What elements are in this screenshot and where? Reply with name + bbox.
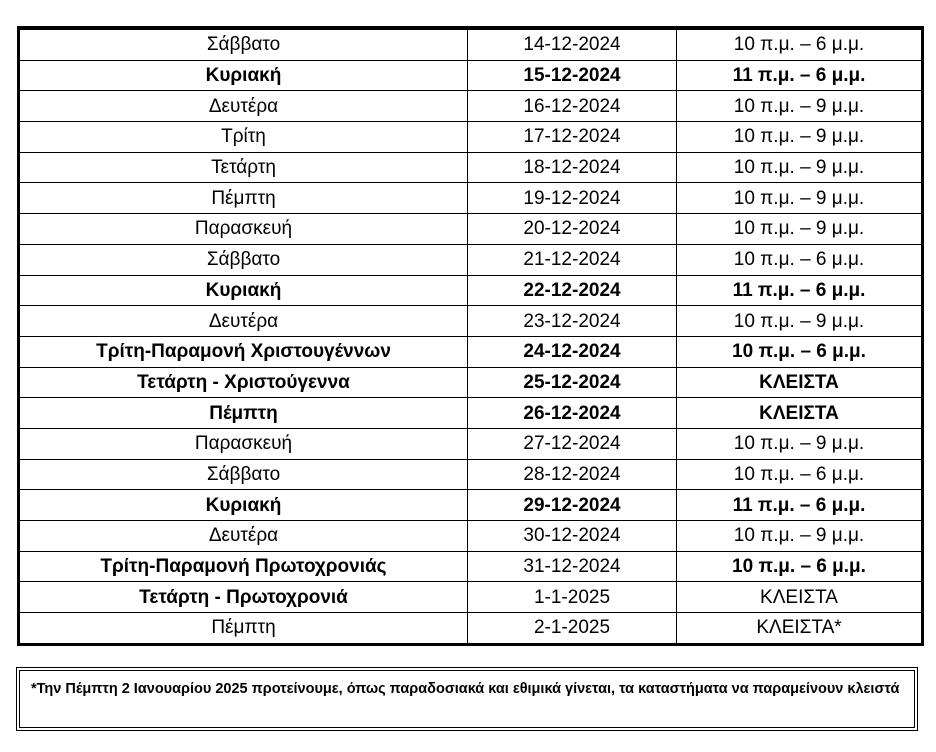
date-cell: 28-12-2024 [468, 459, 677, 490]
date-cell: 15-12-2024 [468, 60, 677, 91]
date-cell: 31-12-2024 [468, 551, 677, 582]
hours-cell: 10 π.μ. – 9 μ.μ. [677, 306, 922, 337]
table-row [20, 122, 922, 153]
footnote-box [19, 670, 915, 728]
hours-cell: 10 π.μ. – 9 μ.μ. [677, 521, 922, 552]
hours-cell: 11 π.μ. – 6 μ.μ. [677, 60, 922, 91]
day-cell: Σάββατο [20, 29, 468, 60]
date-cell: 27-12-2024 [468, 428, 677, 459]
date-cell: 1-1-2025 [468, 582, 677, 613]
day-cell: Κυριακή [20, 60, 468, 91]
table-row [20, 152, 922, 183]
table-row [20, 367, 922, 398]
hours-cell: 10 π.μ. – 9 μ.μ. [677, 122, 922, 153]
date-cell: 17-12-2024 [468, 122, 677, 153]
date-cell: 20-12-2024 [468, 214, 677, 245]
footnote-text: *Την Πέμπτη 2 Ιανουαρίου 2025 προτείνουμε, όπως παραδοσιακά και εθιμικά γίνεται, τα καταστήματα να παραμείνουν κλειστά [31, 681, 900, 697]
day-cell: Τετάρτη [20, 152, 468, 183]
hours-cell: ΚΛΕΙΣΤΑ* [677, 613, 922, 644]
table-row [20, 91, 922, 122]
hours-cell: ΚΛΕΙΣΤΑ [677, 367, 922, 398]
date-cell: 18-12-2024 [468, 152, 677, 183]
date-cell: 23-12-2024 [468, 306, 677, 337]
day-cell: Πέμπτη [20, 613, 468, 644]
table-row [20, 551, 922, 582]
hours-cell: 10 π.μ. – 6 μ.μ. [677, 459, 922, 490]
day-cell: Κυριακή [20, 275, 468, 306]
day-cell: Πέμπτη [20, 398, 468, 429]
day-cell: Τετάρτη - Χριστούγεννα [20, 367, 468, 398]
day-cell: Δευτέρα [20, 521, 468, 552]
date-cell: 2-1-2025 [468, 613, 677, 644]
table-row [20, 29, 922, 60]
day-cell: Πέμπτη [20, 183, 468, 214]
holiday-hours-table-body [20, 29, 922, 643]
table-row [20, 582, 922, 613]
hours-cell: 10 π.μ. – 9 μ.μ. [677, 152, 922, 183]
date-cell: 24-12-2024 [468, 336, 677, 367]
hours-cell: ΚΛΕΙΣΤΑ [677, 582, 922, 613]
day-cell: Τρίτη-Παραμονή Πρωτοχρονιάς [20, 551, 468, 582]
table-row [20, 214, 922, 245]
day-cell: Κυριακή [20, 490, 468, 521]
table-row [20, 183, 922, 214]
table-row [20, 336, 922, 367]
hours-cell: 10 π.μ. – 6 μ.μ. [677, 336, 922, 367]
day-cell: Τρίτη-Παραμονή Χριστουγέννων [20, 336, 468, 367]
table-row [20, 521, 922, 552]
table-row [20, 398, 922, 429]
date-cell: 26-12-2024 [468, 398, 677, 429]
date-cell: 16-12-2024 [468, 91, 677, 122]
day-cell: Σάββατο [20, 244, 468, 275]
hours-cell: 10 π.μ. – 6 μ.μ. [677, 244, 922, 275]
table-row [20, 459, 922, 490]
date-cell: 29-12-2024 [468, 490, 677, 521]
hours-cell: ΚΛΕΙΣΤΑ [677, 398, 922, 429]
hours-cell: 10 π.μ. – 9 μ.μ. [677, 91, 922, 122]
date-cell: 22-12-2024 [468, 275, 677, 306]
holiday-hours-table [19, 28, 922, 644]
table-row [20, 275, 922, 306]
day-cell: Παρασκευή [20, 214, 468, 245]
hours-cell: 10 π.μ. – 9 μ.μ. [677, 183, 922, 214]
day-cell: Δευτέρα [20, 306, 468, 337]
hours-cell: 10 π.μ. – 6 μ.μ. [677, 551, 922, 582]
date-cell: 21-12-2024 [468, 244, 677, 275]
date-cell: 30-12-2024 [468, 521, 677, 552]
table-row [20, 428, 922, 459]
hours-cell: 11 π.μ. – 6 μ.μ. [677, 275, 922, 306]
date-cell: 14-12-2024 [468, 29, 677, 60]
day-cell: Σάββατο [20, 459, 468, 490]
table-row [20, 244, 922, 275]
hours-cell: 10 π.μ. – 9 μ.μ. [677, 214, 922, 245]
hours-cell: 10 π.μ. – 6 μ.μ. [677, 29, 922, 60]
day-cell: Τρίτη [20, 122, 468, 153]
table-row [20, 490, 922, 521]
date-cell: 19-12-2024 [468, 183, 677, 214]
day-cell: Τετάρτη - Πρωτοχρονιά [20, 582, 468, 613]
hours-cell: 10 π.μ. – 9 μ.μ. [677, 428, 922, 459]
date-cell: 25-12-2024 [468, 367, 677, 398]
table-row [20, 613, 922, 644]
table-row [20, 60, 922, 91]
day-cell: Δευτέρα [20, 91, 468, 122]
hours-cell: 11 π.μ. – 6 μ.μ. [677, 490, 922, 521]
day-cell: Παρασκευή [20, 428, 468, 459]
table-row [20, 306, 922, 337]
